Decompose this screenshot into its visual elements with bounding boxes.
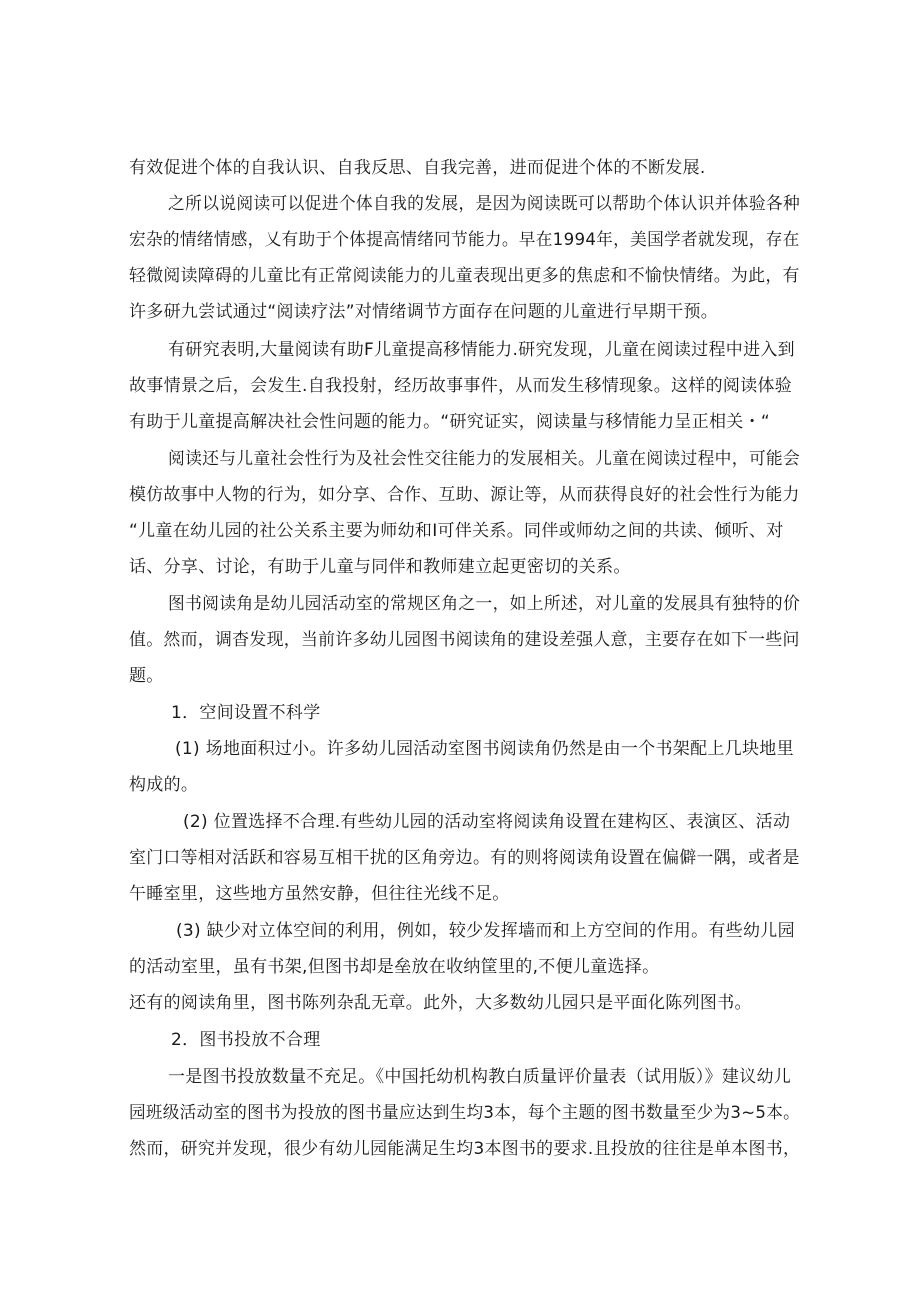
text-line: (3) 缺少对立体空间的利用，例如，较少发挥墙而和上方空间的作用。有些幼儿园 [176, 921, 795, 941]
text-line: 题。 [129, 666, 164, 686]
text-line: 还有的阅读角里，图书陈列杂乱无章。此外，大多数幼儿园只是平面化陈列图书。 [129, 993, 752, 1013]
section-heading: 1．空间设置不科学 [171, 703, 321, 723]
text-line: “儿童在幼儿园的社公关系主要为师幼和I可伴关系。同伴或师幼之间的共读、倾听、对 [129, 521, 784, 541]
text-line: 故事情景之后，会发生.自我投射，经历故事事件，从而发生移情现象。这样的阅读体验 [129, 376, 793, 396]
text-line: (2) 位置选择不合理.有些幼儿园的活动室将阅读角设置在建构区、表演区、活动 [183, 812, 791, 832]
text-line: 宏杂的情绪情感，乂有助于个体提高情绪冋节能力。早在1994年，美国学者就发现，存在 [129, 230, 800, 250]
text-line: 一是图书投放数量不充足。《中国托幼机构教白质量评价量表（试用版）》建议幼儿 [168, 1067, 792, 1087]
text-line: 构成的。 [129, 775, 199, 795]
text-line: 室门口等相对活跃和容易互相干扰的区角旁边。有的则将阅读角设置在偏僻一隅，或者是 [129, 848, 800, 868]
text-line: 许多研九尝试通过“阅读疗法”对情绪调节方面存在问题的儿童进行早期干预。 [129, 302, 719, 322]
text-line: 然而，研究并发现，很少有幼儿园能满足生均3本图书的要求.且投放的往往是单本图书， [129, 1139, 801, 1159]
text-line: (1) 场地面积过小。许多幼儿园活动室图书阅读角仍然是由一个书架配上几块地里 [175, 739, 794, 759]
text-line: 午睡室里，这些地方虽然安静，但往往光线不足。 [129, 884, 510, 904]
text-line: 值。然而，调杳发现，当前许多幼儿园图书阅读角的建设差强人意，主要存在如下一些问 [129, 630, 800, 650]
text-line: 园班级活动室的图书为投放的图书量应达到生均3本，每个主题的图书数量至少为3~5本。 [129, 1103, 801, 1123]
text-line: 之所以说阅读可以促进个体自我的发展，是因为阅读既可以帮助个体认识并体验各种 [168, 194, 801, 214]
text-line: 轻微阅读障碍的儿童比有正常阅读能力的儿童表现出更多的焦虑和不愉快情绪。为此，有 [129, 266, 800, 286]
text-line: 图书阅读角是幼儿园活动室的常规区角之一，如上所述，对儿童的发展具有独特的价 [168, 594, 801, 614]
section-heading: 2．图书投放不合理 [171, 1030, 321, 1050]
text-line: 模仿故事中人物的行为，如分享、合作、互助、源让等，从而获得良好的社会性行为能力 [129, 485, 800, 505]
text-line: 话、分享、讨论，有助于儿童与同伴和教师建立起更密切的关系。 [129, 557, 631, 577]
text-line: 有效促进个体的自我认识、自我反思、自我完善，进而促进个体的不断发展. [129, 158, 706, 178]
text-line: 有研究表明,大量阅读有助F儿童提高移情能力.研究发现，儿童在阅读过程中进入到 [168, 340, 795, 360]
text-line: 的活动室里，虽有书架,但图书却是垒放在收纳筐里的,不便儿童选择。 [129, 957, 660, 977]
text-line: 有助于儿童提高解决社会性问题的能力。“研究证实，阅读量与移情能力呈正相关・“ [129, 412, 771, 432]
text-line: 阅读还与儿童社会性行为及社会性交往能力的发展相关。儿童在阅读过程中，可能会 [168, 449, 801, 469]
